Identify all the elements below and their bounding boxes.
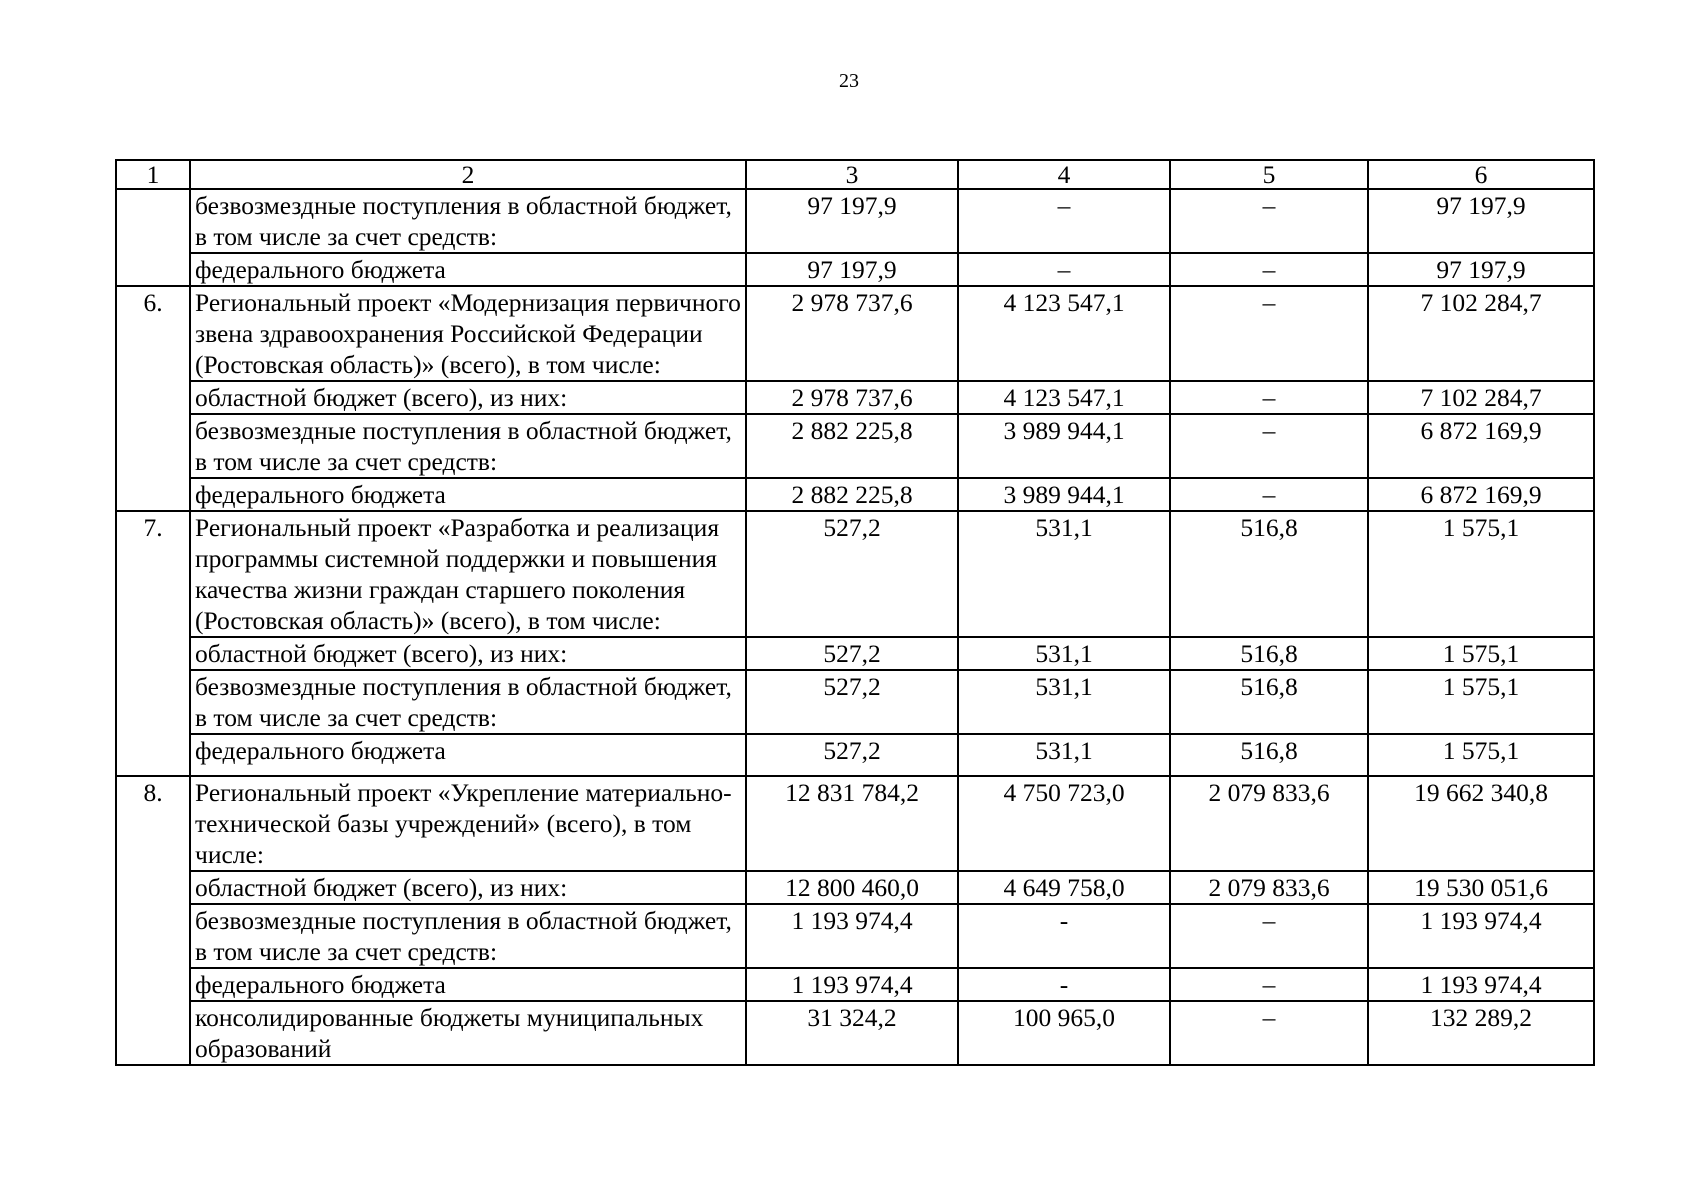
value-cell: 2 978 737,6 xyxy=(746,381,958,414)
table-row xyxy=(116,871,1594,904)
row-name-cell: федерального бюджета xyxy=(190,968,746,1001)
value-cell: 4 649 758,0 xyxy=(958,871,1170,904)
row-name-cell: Региональный проект «Укрепление материально-технической базы учреждений» (всего), в том числе: xyxy=(190,776,746,871)
row-name-cell: безвозмездные поступления в областной бюджет, в том числе за счет средств: xyxy=(190,414,746,478)
value-cell: - xyxy=(958,904,1170,968)
table-row xyxy=(116,478,1594,511)
value-cell: 527,2 xyxy=(746,637,958,670)
value-cell: 132 289,2 xyxy=(1368,1001,1594,1065)
value-cell: 527,2 xyxy=(746,670,958,734)
value-cell: 3 989 944,1 xyxy=(958,414,1170,478)
value-cell: 97 197,9 xyxy=(1368,189,1594,253)
value-cell: 527,2 xyxy=(746,734,958,776)
value-cell: 531,1 xyxy=(958,670,1170,734)
value-cell: 19 662 340,8 xyxy=(1368,776,1594,871)
table-header-row xyxy=(116,160,1594,189)
table-row xyxy=(116,381,1594,414)
row-name-cell: федерального бюджета xyxy=(190,253,746,286)
row-number-cell: 6. xyxy=(116,286,190,511)
value-cell: – xyxy=(1170,253,1368,286)
value-cell: – xyxy=(1170,478,1368,511)
table-row xyxy=(116,286,1594,381)
value-cell: – xyxy=(1170,968,1368,1001)
value-cell: 7 102 284,7 xyxy=(1368,381,1594,414)
row-name-cell: безвозмездные поступления в областной бюджет, в том числе за счет средств: xyxy=(190,189,746,253)
value-cell: 1 575,1 xyxy=(1368,637,1594,670)
row-name-cell: Региональный проект «Разработка и реализация программы системной поддержки и повышения качества жизни граждан старшего поколения (Ростовская область)» (всего), в том числе: xyxy=(190,511,746,637)
value-cell: 4 123 547,1 xyxy=(958,381,1170,414)
value-cell: 97 197,9 xyxy=(1368,253,1594,286)
row-name-cell: областной бюджет (всего), из них: xyxy=(190,381,746,414)
value-cell: 1 193 974,4 xyxy=(746,968,958,1001)
row-name-cell: безвозмездные поступления в областной бюджет, в том числе за счет средств: xyxy=(190,670,746,734)
row-name-cell: федерального бюджета xyxy=(190,478,746,511)
row-number-cell xyxy=(116,189,190,286)
value-cell: 1 575,1 xyxy=(1368,670,1594,734)
value-cell: 3 989 944,1 xyxy=(958,478,1170,511)
table-row xyxy=(116,253,1594,286)
value-cell: - xyxy=(958,968,1170,1001)
value-cell: 1 575,1 xyxy=(1368,511,1594,637)
value-cell: – xyxy=(1170,189,1368,253)
row-name-cell: Региональный проект «Модернизация первичного звена здравоохранения Российской Федерации (Ростовская область)» (всего), в том числе: xyxy=(190,286,746,381)
column-header: 3 xyxy=(746,160,958,189)
value-cell: 531,1 xyxy=(958,637,1170,670)
value-cell: – xyxy=(1170,904,1368,968)
table-row xyxy=(116,1001,1594,1065)
value-cell: 516,8 xyxy=(1170,511,1368,637)
value-cell: – xyxy=(1170,381,1368,414)
table-row xyxy=(116,776,1594,871)
value-cell: 100 965,0 xyxy=(958,1001,1170,1065)
value-cell: – xyxy=(1170,1001,1368,1065)
value-cell: 2 079 833,6 xyxy=(1170,871,1368,904)
budget-table xyxy=(115,159,1595,1066)
value-cell: – xyxy=(1170,286,1368,381)
value-cell: 2 882 225,8 xyxy=(746,478,958,511)
value-cell: 4 750 723,0 xyxy=(958,776,1170,871)
value-cell: 1 193 974,4 xyxy=(746,904,958,968)
row-name-cell: безвозмездные поступления в областной бюджет, в том числе за счет средств: xyxy=(190,904,746,968)
value-cell: 6 872 169,9 xyxy=(1368,414,1594,478)
page-number: 23 xyxy=(839,70,859,92)
value-cell: 4 123 547,1 xyxy=(958,286,1170,381)
value-cell: 531,1 xyxy=(958,511,1170,637)
value-cell: 6 872 169,9 xyxy=(1368,478,1594,511)
value-cell: 531,1 xyxy=(958,734,1170,776)
table-row xyxy=(116,734,1594,776)
table-row xyxy=(116,968,1594,1001)
value-cell: 2 079 833,6 xyxy=(1170,776,1368,871)
row-number-cell: 7. xyxy=(116,511,190,776)
table-row xyxy=(116,670,1594,734)
value-cell: 12 831 784,2 xyxy=(746,776,958,871)
value-cell: – xyxy=(958,253,1170,286)
row-name-cell: областной бюджет (всего), из них: xyxy=(190,871,746,904)
table-row xyxy=(116,637,1594,670)
table-row xyxy=(116,189,1594,253)
row-name-cell: областной бюджет (всего), из них: xyxy=(190,637,746,670)
column-header: 1 xyxy=(116,160,190,189)
value-cell: 1 575,1 xyxy=(1368,734,1594,776)
value-cell: – xyxy=(958,189,1170,253)
column-header: 6 xyxy=(1368,160,1594,189)
value-cell: 19 530 051,6 xyxy=(1368,871,1594,904)
value-cell: 516,8 xyxy=(1170,637,1368,670)
value-cell: 527,2 xyxy=(746,511,958,637)
value-cell: – xyxy=(1170,414,1368,478)
row-name-cell: федерального бюджета xyxy=(190,734,746,776)
value-cell: 516,8 xyxy=(1170,734,1368,776)
table-row xyxy=(116,511,1594,637)
value-cell: 97 197,9 xyxy=(746,189,958,253)
row-name-cell: консолидированные бюджеты муниципальных образований xyxy=(190,1001,746,1065)
value-cell: 31 324,2 xyxy=(746,1001,958,1065)
column-header: 4 xyxy=(958,160,1170,189)
value-cell: 12 800 460,0 xyxy=(746,871,958,904)
value-cell: 97 197,9 xyxy=(746,253,958,286)
value-cell: 2 882 225,8 xyxy=(746,414,958,478)
value-cell: 2 978 737,6 xyxy=(746,286,958,381)
value-cell: 1 193 974,4 xyxy=(1368,968,1594,1001)
row-number-cell: 8. xyxy=(116,776,190,1065)
column-header: 5 xyxy=(1170,160,1368,189)
value-cell: 1 193 974,4 xyxy=(1368,904,1594,968)
column-header: 2 xyxy=(190,160,746,189)
table-row xyxy=(116,904,1594,968)
table-row xyxy=(116,414,1594,478)
value-cell: 7 102 284,7 xyxy=(1368,286,1594,381)
value-cell: 516,8 xyxy=(1170,670,1368,734)
